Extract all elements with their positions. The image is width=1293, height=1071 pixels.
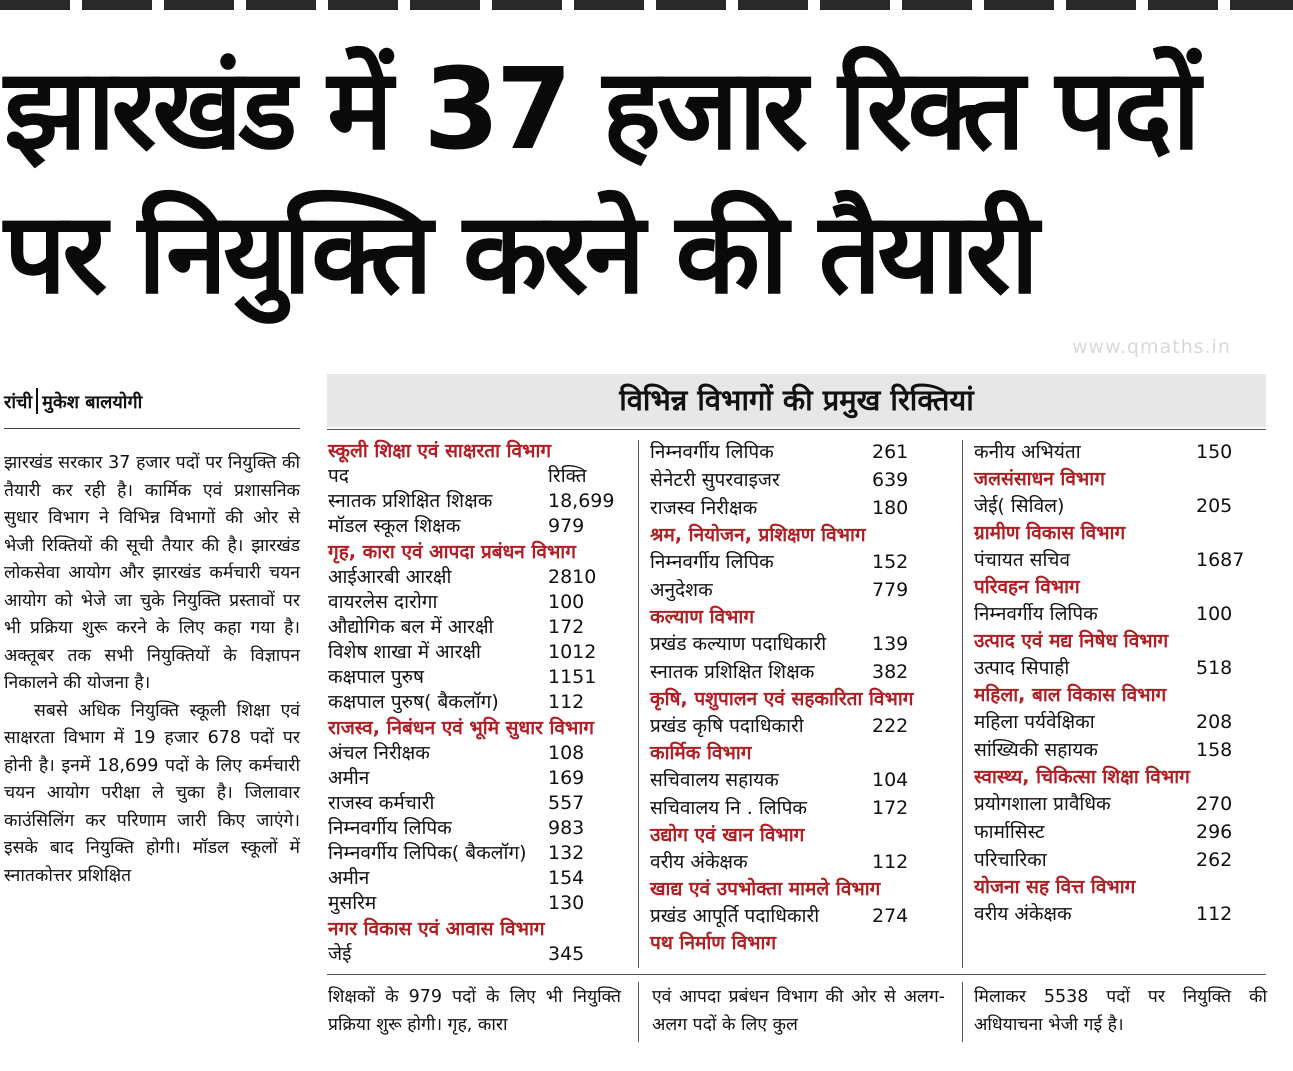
post-name: निम्नवर्गीय लिपिक( बैकलॉग) <box>328 842 527 864</box>
vacancy-row <box>650 494 950 522</box>
table-header <box>328 464 628 489</box>
vacancy-count: 639 <box>872 469 909 491</box>
vacancy-count: 222 <box>872 715 909 737</box>
post-name: फार्मासिस्ट <box>974 821 1045 843</box>
column-divider <box>962 982 963 1042</box>
post-name: महिला पर्यवेक्षिका <box>974 711 1095 733</box>
department-heading: महिला, बाल विकास विभाग <box>974 684 1167 706</box>
department-heading: गृह, कारा एवं आपदा प्रबंधन विभाग <box>328 541 576 563</box>
byline <box>4 388 142 414</box>
department-heading: उत्पाद एवं मद्य निषेध विभाग <box>974 630 1169 652</box>
vacancy-row <box>650 658 950 686</box>
department-heading: खाद्य एवं उपभोक्ता मामले विभाग <box>650 878 881 900</box>
vacancy-count: 274 <box>872 905 909 927</box>
byline-place: रांची <box>4 392 33 413</box>
vacancy-row <box>328 590 628 615</box>
vacancy-count: 158 <box>1196 739 1233 761</box>
vacancy-count: 270 <box>1196 793 1233 815</box>
post-name: स्नातक प्रशिक्षित शिक्षक <box>328 490 493 512</box>
vacancy-count: 1687 <box>1196 549 1245 571</box>
post-name: अनुदेशक <box>650 579 713 601</box>
department-heading: स्वास्थ्य, चिकित्सा शिक्षा विभाग <box>974 766 1190 788</box>
vacancy-row <box>328 640 628 665</box>
vacancy-count: 154 <box>548 867 585 889</box>
vacancy-row <box>328 565 628 590</box>
vacancy-row <box>650 712 950 740</box>
post-name: औद्योगिक बल में आरक्षी <box>328 616 494 638</box>
department-heading: ग्रामीण विकास विभाग <box>974 522 1126 544</box>
post-name: प्रखंड कल्याण पदाधिकारी <box>650 633 827 655</box>
vacancy-row <box>974 818 1254 846</box>
vacancy-row <box>650 438 950 466</box>
vacancy-row <box>974 654 1254 682</box>
vacancy-count: 132 <box>548 842 585 864</box>
vacancy-row <box>328 741 628 766</box>
vacancy-row <box>650 766 950 794</box>
post-name: प्रखंड आपूर्ति पदाधिकारी <box>650 905 820 927</box>
headline-line-2: पर नियुक्ति करने की तैयारी <box>4 189 1036 319</box>
post-name: निम्नवर्गीय लिपिक <box>974 603 1098 625</box>
post-name: मुसरिम <box>328 892 377 914</box>
vacancy-count: 382 <box>872 661 909 683</box>
post-name: कनीय अभियंता <box>974 441 1081 463</box>
post-name: वरीय अंकेक्षक <box>974 903 1072 925</box>
vacancy-count: 150 <box>1196 441 1233 463</box>
department-heading: जलसंसाधन विभाग <box>974 468 1105 490</box>
post-name: पंचायत सचिव <box>974 549 1071 571</box>
post-name: जेई( सिविल) <box>974 495 1065 517</box>
vacancy-count: 262 <box>1196 849 1233 871</box>
vacancy-row <box>974 546 1254 574</box>
story-continuation-1: शिक्षकों के 979 पदों के लिए भी नियुक्ति प्रक्रिया शुरू होगी। गृह, कारा <box>328 987 621 1035</box>
vacancy-row <box>650 630 950 658</box>
post-name: अंचल निरीक्षक <box>328 742 430 764</box>
vacancy-count: 518 <box>1196 657 1233 679</box>
column-divider <box>962 440 963 968</box>
post-name: मॉडल स्कूल शिक्षक <box>328 515 461 537</box>
vacancy-count: 172 <box>548 616 585 638</box>
vacancy-row <box>328 816 628 841</box>
vacancy-count: 557 <box>548 792 585 814</box>
vacancy-row <box>650 848 950 876</box>
department-heading: श्रम, नियोजन, प्रशिक्षण विभाग <box>650 524 866 546</box>
column-divider <box>638 440 639 968</box>
vacancy-row <box>328 615 628 640</box>
vacancy-row <box>974 736 1254 764</box>
post-name: विशेष शाखा में आरक्षी <box>328 641 481 663</box>
vacancy-column-3 <box>974 438 1254 928</box>
vacancy-row <box>328 766 628 791</box>
post-name: परिचारिका <box>974 849 1047 871</box>
vacancy-row <box>650 466 950 494</box>
post-name: जेई <box>328 943 352 965</box>
post-name: सांख्यिकी सहायक <box>974 739 1098 761</box>
vacancy-count: 983 <box>548 817 585 839</box>
byline-author: मुकेश बालयोगी <box>42 392 143 413</box>
vacancy-count: 112 <box>548 691 585 713</box>
vacancy-count: 1012 <box>548 641 597 663</box>
department-heading: उद्योग एवं खान विभाग <box>650 824 805 846</box>
post-name: राजस्व कर्मचारी <box>328 792 435 814</box>
story-continuation-2: एवं आपदा प्रबंधन विभाग की ओर से अलग-अलग पदों के लिए कुल <box>652 987 945 1035</box>
vacancy-row <box>650 576 950 604</box>
vacancy-column-1 <box>328 438 628 967</box>
department-heading: योजना सह वित्त विभाग <box>974 876 1136 898</box>
vacancy-row <box>328 841 628 866</box>
vacancy-count: 169 <box>548 767 585 789</box>
headline-line-1: झारखंड में 37 हजार रिक्त पदों <box>4 45 1197 175</box>
department-heading: कार्मिक विभाग <box>650 742 752 764</box>
story-continuation-3: मिलाकर 5538 पदों पर नियुक्ति की अधियाचना भेजी गई है। <box>974 987 1267 1035</box>
vacancy-count: 108 <box>548 742 585 764</box>
vacancy-row <box>650 548 950 576</box>
box-bottom-rule <box>327 974 1266 975</box>
vacancy-row <box>328 514 628 539</box>
post-name: कक्षपाल पुरुष <box>328 666 424 688</box>
vacancy-count: 2810 <box>548 566 597 588</box>
vacancy-row <box>328 489 628 514</box>
vacancy-count: 100 <box>548 591 585 613</box>
vacancy-count: 1151 <box>548 666 597 688</box>
vacancy-count: 18,699 <box>548 490 615 512</box>
vacancy-row <box>650 794 950 822</box>
vacancy-count: 208 <box>1196 711 1233 733</box>
post-name: स्नातक प्रशिक्षित शिक्षक <box>650 661 815 683</box>
vacancy-count: 139 <box>872 633 909 655</box>
department-heading: परिवहन विभाग <box>974 576 1080 598</box>
vacancy-row <box>974 790 1254 818</box>
vacancy-count: 979 <box>548 515 585 537</box>
vacancy-count: 112 <box>1196 903 1233 925</box>
vacancy-count: 261 <box>872 441 909 463</box>
department-heading: नगर विकास एवं आवास विभाग <box>328 918 545 940</box>
vacancy-row <box>650 902 950 930</box>
byline-separator <box>36 388 38 414</box>
vacancy-row <box>328 690 628 715</box>
post-name: सेनेटरी सुपरवाइजर <box>650 469 780 491</box>
vacancy-row <box>974 600 1254 628</box>
post-name: प्रयोगशाला प्रावैधिक <box>974 793 1111 815</box>
vacancy-row <box>974 900 1254 928</box>
story-paragraph-1: झारखंड सरकार 37 हजार पदों पर नियुक्ति की तैयारी कर रही है। कार्मिक एवं प्रशासनिक सुधार विभाग ने विभिन्न विभागों की ओर से भेजी रिक्तियों की सूची तैयार की है। झारखंड लोकसेवा आयोग और झारखंड कर्मचारी चयन आयोग को भेजे जा चुके नियुक्ति प्रस्तावों पर भी प्रक्रिया शुरू करने के लिए कहा गया है। अक्तूबर तक सभी नियुक्तियों के विज्ञापन निकालने की योजना है। <box>4 453 300 693</box>
department-heading: पथ निर्माण विभाग <box>650 932 777 954</box>
post-name: अमीन <box>328 767 370 789</box>
vacancy-count: 130 <box>548 892 585 914</box>
post-name: आईआरबी आरक्षी <box>328 566 452 588</box>
story-body <box>4 450 300 890</box>
vacancy-count: 345 <box>548 943 585 965</box>
post-name: सचिवालय सहायक <box>650 769 779 791</box>
vacancy-row <box>974 438 1254 466</box>
byline-rule <box>4 428 300 429</box>
vacancy-column-2 <box>650 438 950 956</box>
clipped-previous-line <box>0 0 1293 10</box>
vacancy-row <box>974 492 1254 520</box>
vacancy-row <box>974 708 1254 736</box>
vacancy-count: 152 <box>872 551 909 573</box>
post-name: राजस्व निरीक्षक <box>650 497 758 519</box>
vacancy-row <box>328 866 628 891</box>
vacancy-row <box>328 791 628 816</box>
vacancy-count: 180 <box>872 497 909 519</box>
post-name: उत्पाद सिपाही <box>974 657 1070 679</box>
post-name: वरीय अंकेक्षक <box>650 851 748 873</box>
post-name: निम्नवर्गीय लिपिक <box>650 551 774 573</box>
vacancy-count: 104 <box>872 769 909 791</box>
vacancy-row <box>328 891 628 916</box>
column-divider <box>638 982 639 1042</box>
vacancy-row <box>974 846 1254 874</box>
vacancy-row <box>328 665 628 690</box>
department-heading: स्कूली शिक्षा एवं साक्षरता विभाग <box>328 440 552 462</box>
post-name: सचिवालय नि . लिपिक <box>650 797 807 819</box>
department-heading: कृषि, पशुपालन एवं सहकारिता विभाग <box>650 688 914 710</box>
watermark: www.qmaths.in <box>1072 336 1231 358</box>
department-heading: राजस्व, निबंधन एवं भूमि सुधार विभाग <box>328 717 594 739</box>
post-name: कक्षपाल पुरुष( बैकलॉग) <box>328 691 499 713</box>
vacancy-box-title: विभिन्न विभागों की प्रमुख रिक्तियां <box>327 374 1266 427</box>
department-heading: कल्याण विभाग <box>650 606 755 628</box>
header-post: पद <box>328 465 349 487</box>
story-paragraph-2: सबसे अधिक नियुक्ति स्कूली शिक्षा एवं साक्षरता विभाग में 19 हजार 678 पदों पर होनी है। इनमें 18,699 पदों के लिए कर्मचारी चयन आयोग परीक्षा ले चुका है। जिलावार काउंसिलिंग कर परिणाम जारी किए जाएंगे। इसके बाद नियुक्ति होगी। मॉडल स्कूलों में स्नातकोत्तर प्रशिक्षित <box>4 700 300 886</box>
vacancy-row <box>328 942 628 967</box>
post-name: निम्नवर्गीय लिपिक <box>650 441 774 463</box>
post-name: अमीन <box>328 867 370 889</box>
vacancy-count: 205 <box>1196 495 1233 517</box>
vacancy-count: 112 <box>872 851 909 873</box>
vacancy-count: 172 <box>872 797 909 819</box>
vacancy-count: 296 <box>1196 821 1233 843</box>
vacancy-count: 779 <box>872 579 909 601</box>
box-top-rule <box>327 429 1266 430</box>
header-vacancy: रिक्ति <box>548 465 587 487</box>
post-name: प्रखंड कृषि पदाधिकारी <box>650 715 804 737</box>
vacancy-count: 100 <box>1196 603 1233 625</box>
post-name: निम्नवर्गीय लिपिक <box>328 817 452 839</box>
post-name: वायरलेस दारोगा <box>328 591 438 613</box>
